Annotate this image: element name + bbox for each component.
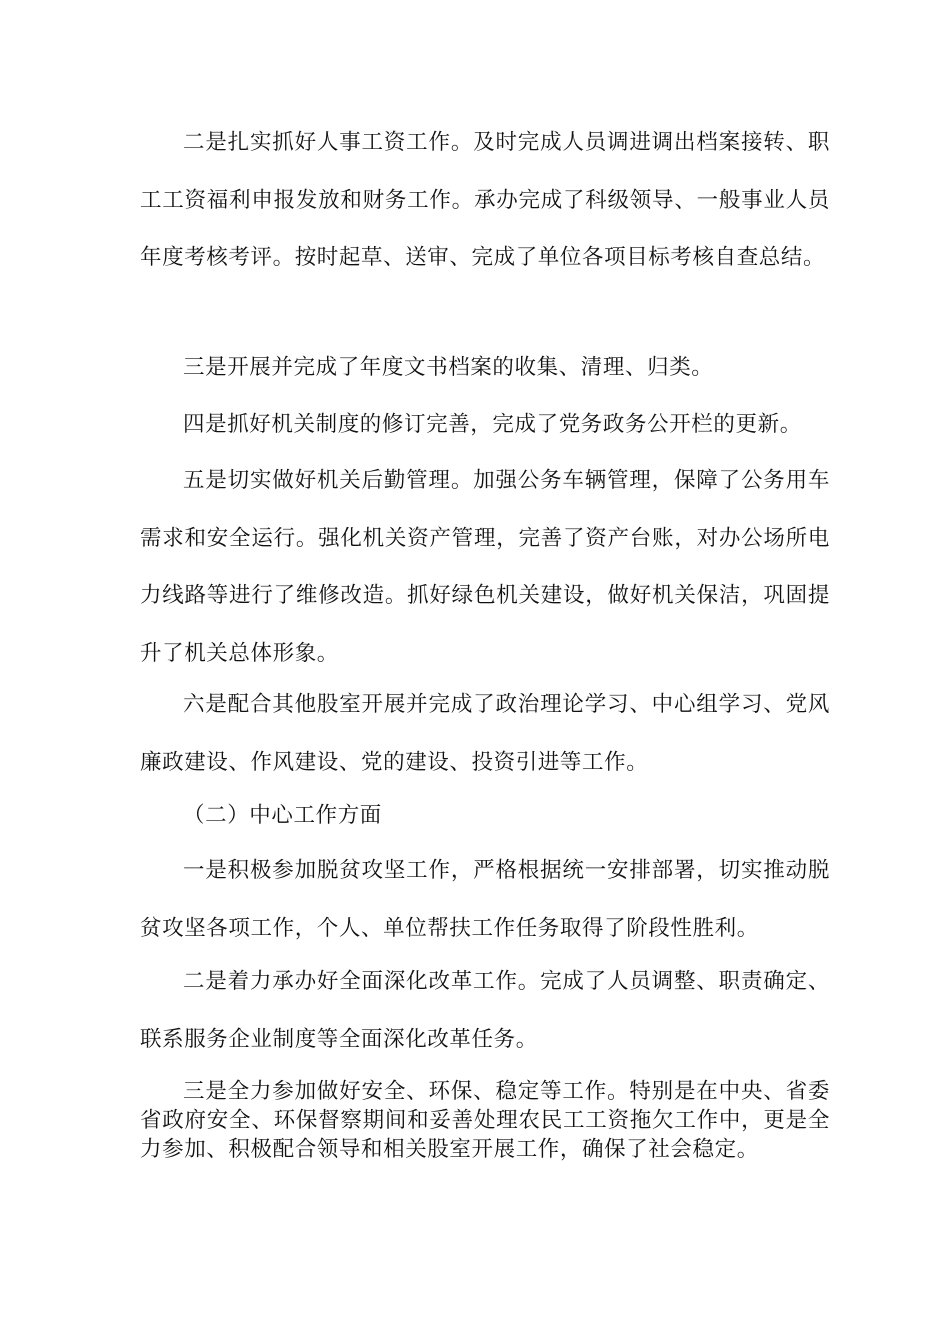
paragraph-reform: 二是着力承办好全面深化改革工作。完成了人员调整、职责确定、联系服务企业制度等全面深化改革任务。 [140, 969, 830, 1052]
paragraph-regulations: 四是抓好机关制度的修订完善，完成了党务政务公开栏的更新。 [183, 412, 802, 437]
paragraph-logistics: 五是切实做好机关后勤管理。加强公务车辆管理，保障了公务用车需求和安全运行。强化机关资产管理，完善了资产台账，对办公场所电力线路等进行了维修改造。抓好绿色机关建设，做好机关保洁，巩固提升了机关总体形象。 [140, 468, 830, 666]
paragraph-archives: 三是开展并完成了年度文书档案的收集、清理、归类。 [183, 355, 714, 380]
paragraph-safety-stability: 三是全力参加做好安全、环保、稳定等工作。特别是在中央、省委省政府安全、环保督察期间和妥善处理农民工工资拖欠工作中，更是全力参加、积极配合领导和相关股室开展工作，确保了社会稳定。 [140, 1079, 830, 1162]
paragraph-cooperation: 六是配合其他股室开展并完成了政治理论学习、中心组学习、党风廉政建设、作风建设、党的建设、投资引进等工作。 [140, 692, 830, 775]
paragraph-poverty-alleviation: 一是积极参加脱贫攻坚工作，严格根据统一安排部署，切实推动脱贫攻坚各项工作，个人、单位帮扶工作任务取得了阶段性胜利。 [140, 858, 830, 941]
paragraph-personnel-wages: 二是扎实抓好人事工资工作。及时完成人员调进调出档案接转、职工工资福利申报发放和财务工作。承办完成了科级领导、一般事业人员年度考核考评。按时起草、送审、完成了单位各项目标考核自查总结。 [140, 130, 830, 270]
section-heading-central-work: （二）中心工作方面 [183, 803, 382, 828]
